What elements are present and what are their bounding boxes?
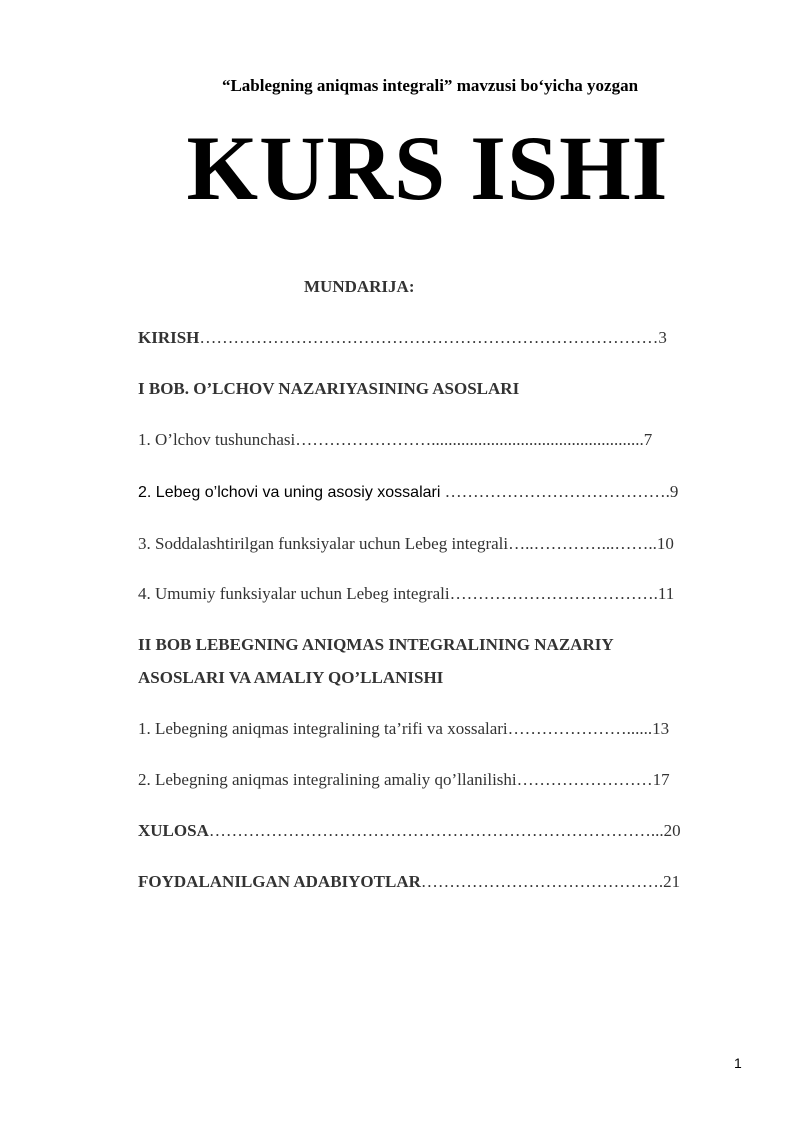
toc-entry-1-2 — [138, 482, 678, 502]
subtitle-rest: mavzusi bo‘yicha yozgan — [452, 76, 639, 95]
toc-entry-1-4 — [138, 584, 674, 604]
toc-entry-title: KIRISH — [138, 328, 200, 347]
toc-entry-number: 2. — [138, 484, 156, 501]
toc-entry-leader: …..…………...…….. — [508, 534, 657, 553]
toc-entry-leader: ……………………………………………………………………... — [208, 821, 664, 840]
toc-entry-page: 3 — [658, 328, 667, 347]
toc-entry-title: 2. Lebegning aniqmas integralining amaliy qo’llanilishi — [138, 770, 517, 789]
document-title: KURS ISHI — [186, 117, 669, 219]
toc-entry-title: 4. Umumiy funksiyalar uchun Lebeg integrali — [138, 584, 450, 603]
toc-entry-2-1 — [138, 719, 669, 739]
toc-entry-leader: ………………………………. — [449, 584, 658, 603]
toc-entry-title: FOYDALANILGAN ADABIYOTLAR — [138, 872, 421, 891]
toc-entry-page: 13 — [652, 719, 670, 738]
toc-entry-leader: ……………………………………………………………………… — [199, 328, 659, 347]
toc-entry-page: 20 — [663, 821, 681, 840]
subtitle-topic: “Lablegning aniqmas integrali” — [221, 76, 453, 95]
toc-entry-1-1 — [138, 430, 652, 450]
toc-entry-leader: …………………… — [516, 770, 653, 789]
page-number: 1 — [734, 1055, 742, 1071]
toc-entry-kirish — [138, 328, 667, 348]
toc-entry-title: XULOSA — [138, 821, 209, 840]
toc-entry-adabiyotlar — [138, 872, 680, 892]
toc-entry-page: .9 — [665, 482, 679, 501]
toc-entry-page: 21 — [663, 872, 681, 891]
toc-entry-page: 10 — [656, 534, 674, 553]
document-subtitle — [0, 76, 800, 96]
toc-entry-leader: ………………………………… — [440, 482, 666, 501]
toc-chapter-1-heading: I BOB. O’LCHOV NAZARIYASINING ASOSLARI — [138, 379, 520, 398]
toc-entry-title: Lebeg o’lchovi va uning asosiy xossalari — [155, 484, 441, 501]
toc-entry-leader: …………………….................................................. — [295, 430, 644, 449]
toc-entry-title: 1. Lebegning aniqmas integralining ta’rifi va xossalari — [138, 719, 508, 738]
toc-entry-leader: ……………………………………. — [420, 872, 664, 891]
toc-heading: MUNDARIJA: — [304, 277, 415, 296]
toc-entry-title: 1. O’lchov tushunchasi — [138, 430, 296, 449]
toc-entry-page: 7 — [643, 430, 653, 449]
toc-chapter-2-heading-line-1: II BOB LEBEGNING ANIQMAS INTEGRALINING NAZARIY — [138, 635, 614, 654]
toc-entry-page: 11 — [657, 584, 675, 603]
toc-entry-title: 3. Soddalashtirilgan funksiyalar uchun Lebeg integrali — [138, 534, 509, 553]
toc-chapter-2-heading-line-2: ASOSLARI VA AMALIY QO’LLANISHI — [138, 668, 444, 687]
toc-entry-2-2 — [138, 770, 670, 790]
toc-entry-page: 17 — [652, 770, 670, 789]
toc-entry-leader: …………………...... — [507, 719, 653, 738]
toc-entry-xulosa — [138, 821, 681, 841]
toc-entry-1-3 — [138, 534, 674, 554]
